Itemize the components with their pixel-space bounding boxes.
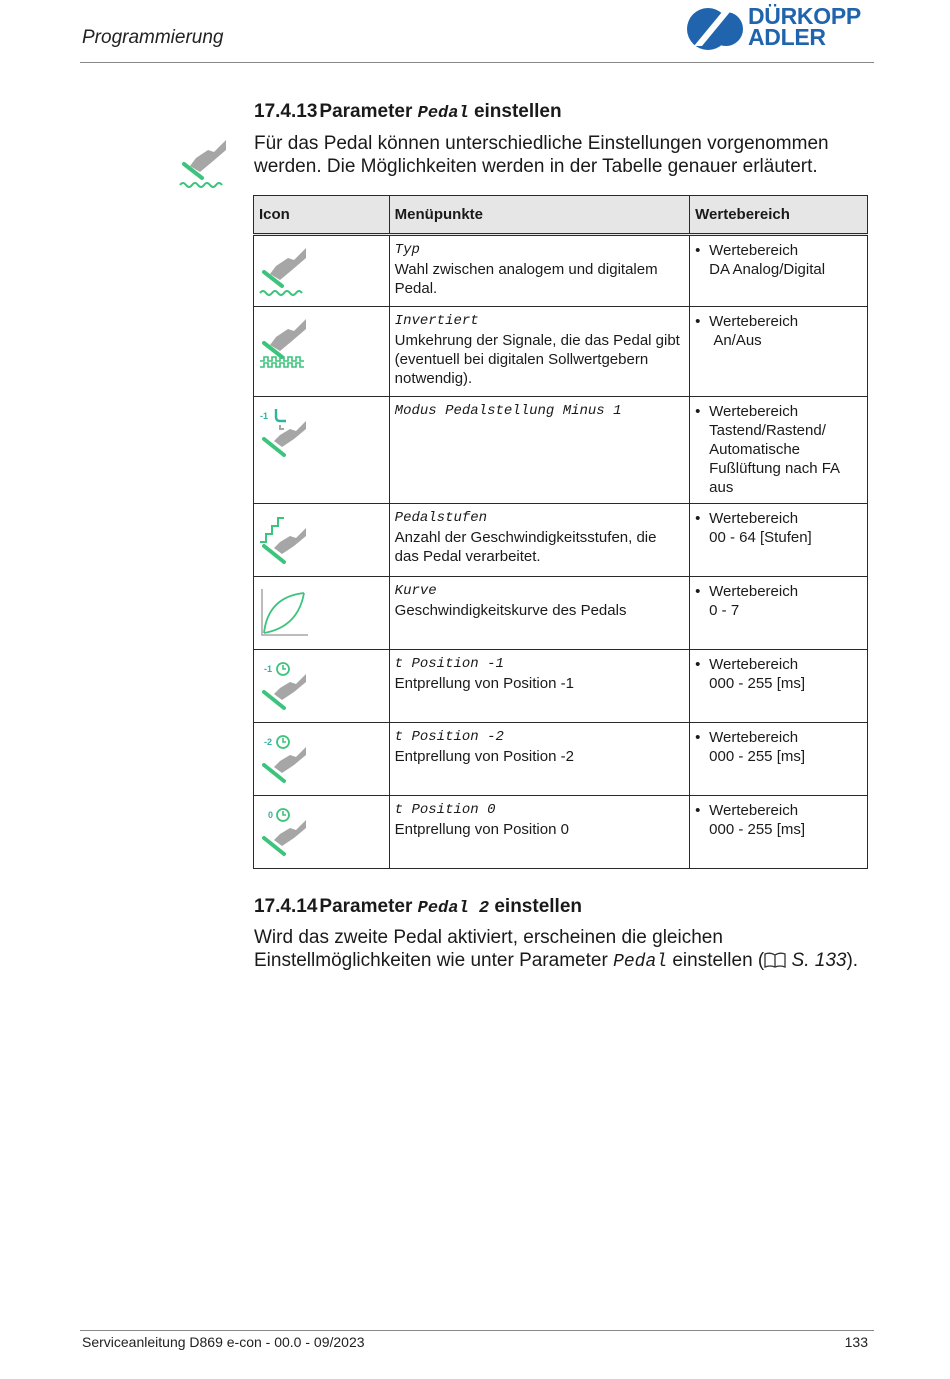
param-name: Typ (394, 242, 420, 258)
svg-text:-1: -1 (264, 664, 273, 674)
footer-page-number: 133 (844, 1334, 868, 1350)
table-row: -1 t Position -1 Entprellung von Position -1 • Wertebereich 000 - 255 [ms] (254, 650, 868, 723)
param-desc: Anzahl der Geschwindigkeitsstufen, die das Pedal verarbeitet. (394, 529, 657, 565)
table-row: Pedalstufen Anzahl der Geschwindigkeitsstufen, die das Pedal verarbeitet. • Wertebereich 00 - 64 [Stufen] (254, 504, 868, 577)
pedal-time-minus2-icon (258, 733, 310, 785)
table-row: -1 Modus Pedalstellung Minus 1 • Wertebereich Tastend/Rastend/ Automatische Fußlüftung nach FA aus (254, 397, 868, 504)
param-name: Pedalstufen (394, 510, 488, 526)
range-label: Wertebereich (709, 802, 799, 819)
logo-mark-icon (686, 6, 744, 52)
param-name: Kurve (394, 583, 437, 599)
table-row: -2 t Position -2 Entprellung von Position -2 • Wertebereich 000 - 255 [ms] (254, 723, 868, 796)
column-header-menu: Menüpunkte (389, 196, 689, 235)
range-label: Wertebereich (709, 729, 799, 746)
param-desc: Entprellung von Position 0 (394, 821, 569, 838)
speed-curve-icon (258, 587, 310, 639)
table-row: 0 t Position 0 Entprellung von Position 0 • Wertebereich 000 - 255 [ms] (254, 796, 868, 869)
range-label: Wertebereich (709, 510, 799, 527)
logo-wordmark: DÜRKOPP ADLER (748, 3, 861, 50)
duerkopp-adler-logo (686, 3, 876, 54)
pedal-minus1-foot-icon (258, 407, 310, 459)
range-value: 00 - 64 [Stufen] (709, 529, 812, 546)
table-row: Typ Wahl zwischen analogem und digitalem Pedal. • Wertebereich DA Analog/Digital (254, 235, 868, 307)
param-name: t Position -1 (394, 656, 504, 672)
param-desc: Umkehrung der Signale, die das Pedal gibt (eventuell bei digitalen Sollwertgebern notwendig). (394, 332, 680, 387)
range-label: Wertebereich (709, 583, 799, 600)
param-name: t Position 0 (394, 802, 496, 818)
param-name: Modus Pedalstellung Minus 1 (394, 403, 622, 419)
svg-text:-1: -1 (260, 411, 269, 421)
pedal-inverted-icon (258, 317, 310, 369)
pedal-analog-icon (178, 138, 230, 190)
svg-text:0: 0 (268, 810, 274, 820)
book-reference-icon (764, 952, 786, 968)
pedal-time-minus1-icon (258, 660, 310, 712)
column-header-icon: Icon (254, 196, 390, 235)
footer-document-id: Serviceanleitung D869 e-con - 00.0 - 09/2023 (82, 1334, 365, 1350)
header-title: Programmierung (82, 27, 224, 48)
range-label: Wertebereich (709, 313, 799, 330)
pedal-time-zero-icon (258, 806, 310, 858)
pedal-steps-icon (258, 514, 310, 566)
svg-text:-2: -2 (264, 737, 273, 747)
range-value: 000 - 255 [ms] (709, 675, 806, 692)
range-value: 0 - 7 (709, 602, 740, 619)
param-desc: Entprellung von Position -1 (394, 675, 574, 692)
table-header-row (254, 196, 868, 235)
range-value: 000 - 255 [ms] (709, 821, 806, 838)
table-row: Invertiert Umkehrung der Signale, die das Pedal gibt (eventuell bei digitalen Sollwertgebern notwendig). • Wertebereich An/Aus (254, 307, 868, 397)
range-value: Tastend/Rastend/ Automatische Fußlüftung nach FA aus (709, 422, 840, 496)
range-value: 000 - 255 [ms] (709, 748, 806, 765)
column-header-range: Wertebereich (690, 196, 868, 235)
section2-text: Wird das zweite Pedal aktiviert, erscheinen die gleichen Einstellmöglichkeiten wie unter Parameter Pedal einstellen ( S. 133). (254, 927, 859, 972)
page-reference-link[interactable]: S. 133 (791, 950, 847, 971)
param-name: Invertiert (394, 313, 479, 329)
pedal-parameter-table (253, 195, 868, 869)
header-rule (80, 62, 874, 63)
section1-intro: Für das Pedal können unterschiedliche Einstellungen vorgenommen werden. Die Möglichkeiten werden in der Tabelle genauer erläutert. (254, 133, 829, 177)
range-value: DA Analog/Digital (709, 261, 826, 278)
section-heading-pedal2: 17.4.14 Parameter Pedal 2 einstellen (254, 896, 582, 918)
range-label: Wertebereich (709, 403, 799, 420)
pedal-analog-icon (258, 246, 310, 298)
section-heading-pedal: 17.4.13 Parameter Pedal einstellen (254, 101, 562, 123)
range-value: An/Aus (713, 332, 762, 349)
footer-rule (80, 1330, 874, 1331)
range-label: Wertebereich (709, 656, 799, 673)
table-row: Kurve Geschwindigkeitskurve des Pedals • Wertebereich 0 - 7 (254, 577, 868, 650)
param-name: t Position -2 (394, 729, 504, 745)
param-desc: Wahl zwischen analogem und digitalem Pedal. (394, 261, 658, 297)
param-desc: Geschwindigkeitskurve des Pedals (394, 602, 627, 619)
range-label: Wertebereich (709, 242, 799, 259)
param-desc: Entprellung von Position -2 (394, 748, 574, 765)
